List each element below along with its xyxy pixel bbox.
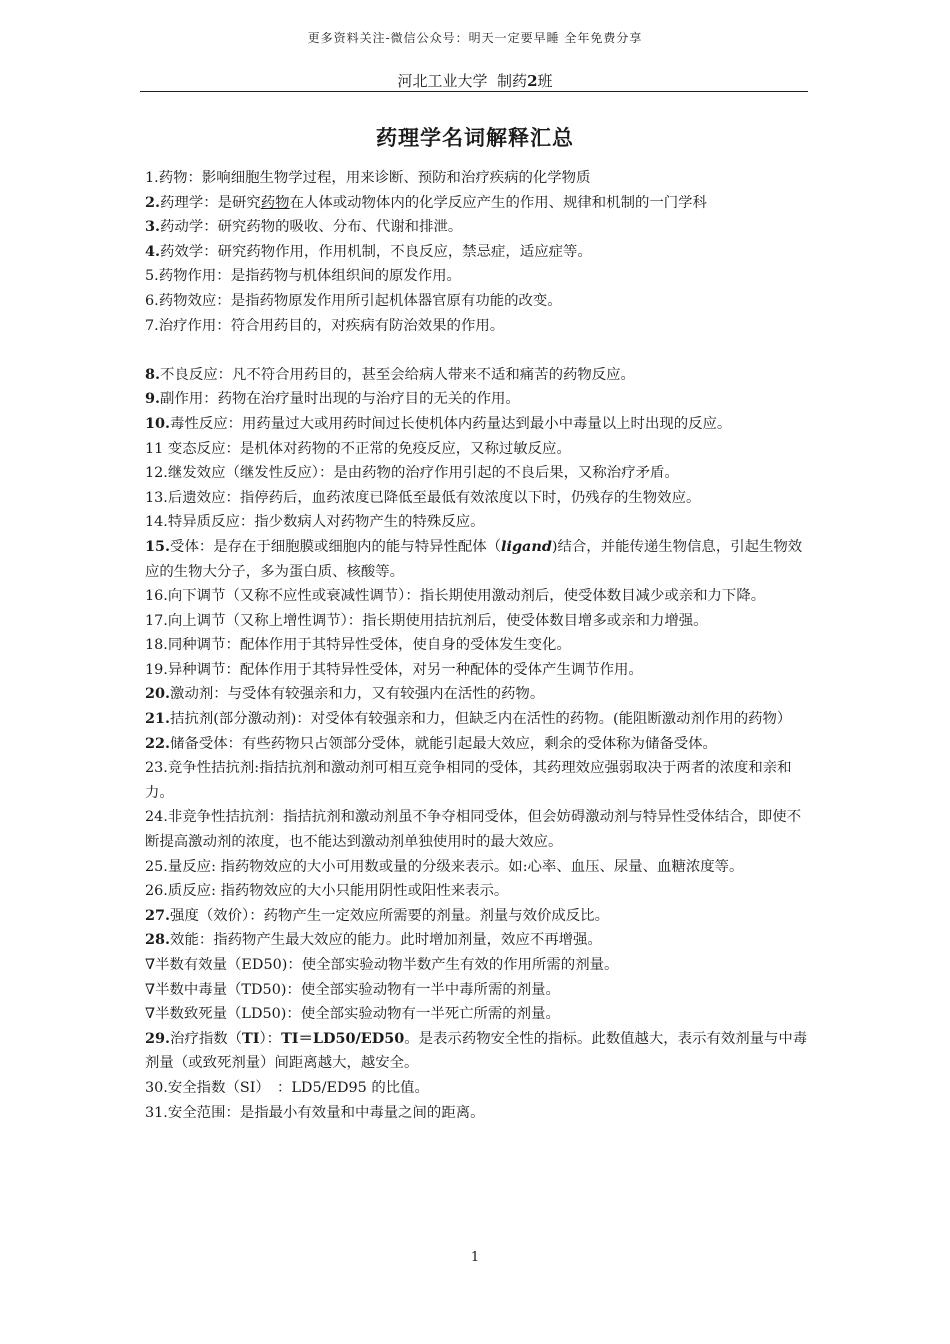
- entry-text: 竞争性拮抗剂:指拮抗剂和激动剂可相互竞争相同的受体，其药理效应强弱取决于两者的浓度和亲和力。: [145, 760, 792, 801]
- entry-number: 14.: [145, 514, 168, 531]
- definition-entry: [145, 756, 815, 805]
- entry-number: 31.: [145, 1104, 168, 1121]
- entry-text: 激动剂：与受体有较强亲和力，又有较强内在活性的药物。: [170, 686, 545, 703]
- triangle-bullet-icon: ∇: [145, 1006, 156, 1023]
- entry-number: 6.: [145, 292, 159, 309]
- entry-number: 10.: [145, 414, 171, 432]
- entry-number: 11: [145, 440, 168, 457]
- header-rule: [140, 91, 808, 92]
- definition-entry: [145, 412, 815, 437]
- entry-text: 继发效应（继发性反应）：是由药物的治疗作用引起的不良后果，又称治疗矛盾。: [167, 465, 679, 482]
- entry-number: 25.: [145, 858, 168, 875]
- definition-entry: [145, 363, 815, 388]
- definition-entry: [145, 658, 815, 683]
- entry-number: 3.: [145, 218, 161, 236]
- entry-text: 。是表示药物安全性的指标。此数值越大，表示有效剂量与中毒剂量（或致死剂量）间距离越大，越安全。: [145, 1030, 808, 1072]
- definition-entry: [145, 978, 815, 1003]
- document-body: [145, 166, 815, 1125]
- entry-text: 在人体或动物体内的化学反应产生的作用、规律和机制的一门学科: [289, 194, 707, 211]
- definition-entry: [145, 510, 815, 535]
- entry-number: 23.: [145, 760, 168, 777]
- entry-number: 8.: [145, 365, 161, 383]
- entry-text: 特异质反应：指少数病人对药物产生的特殊反应。: [167, 514, 485, 531]
- triangle-bullet-icon: ∇: [145, 957, 156, 973]
- header-class-suffix: 班: [537, 72, 553, 90]
- entry-number: 12.: [145, 465, 168, 482]
- entry-text: 副作用：药物在治疗量时出现的与治疗目的无关的作用。: [160, 391, 520, 408]
- definition-entry: [145, 437, 815, 462]
- entry-text: 药效学：研究药物作用，作用机制，不良反应，禁忌症，适应症等。: [160, 243, 592, 260]
- entry-text: 药理学：是研究: [160, 194, 261, 211]
- definition-entry: [145, 707, 815, 732]
- definition-entry: [145, 215, 815, 240]
- definition-entry: [145, 314, 815, 339]
- triangle-bullet-icon: ∇: [145, 981, 156, 998]
- entry-text: 药物效应：是指药物原发作用所引起机体器官原有功能的改变。: [158, 292, 562, 309]
- entry-text: 向下调节（又称不应性或衰减性调节）：指长期使用激动剂后，使受体数目减少或亲和力下降。: [167, 588, 766, 605]
- definition-entry: [145, 191, 815, 216]
- entry-number: 20.: [145, 685, 171, 703]
- entry-number: 22.: [145, 734, 171, 752]
- definition-entry: [145, 387, 815, 412]
- definition-entry: [145, 240, 815, 265]
- entry-number: 30.: [145, 1079, 168, 1096]
- entry-number: 16.: [145, 588, 168, 605]
- entry-text: 治疗指数（: [170, 1030, 243, 1047]
- entry-number: 29.: [145, 1029, 171, 1047]
- entry-number: 26.: [145, 883, 168, 900]
- entry-text-bold: TI: [242, 1029, 260, 1047]
- definition-entry: [145, 855, 815, 880]
- definition-entry: [145, 264, 815, 289]
- entry-text: ）：: [259, 1030, 282, 1047]
- definition-entry: [145, 904, 815, 929]
- entry-text-italic: ligand: [501, 537, 552, 555]
- entry-number: 18.: [145, 637, 168, 654]
- entry-number: 24.: [145, 809, 168, 826]
- header-school: 河北工业大学: [397, 72, 488, 90]
- entry-number: 13.: [145, 489, 168, 506]
- entry-text: 效能：指药物产生最大效应的能力。此时增加剂量，效应不再增强。: [170, 932, 602, 949]
- entry-number: 5.: [145, 268, 159, 285]
- definition-entry: [145, 953, 815, 978]
- entry-text-bold: TI＝LD50/ED50: [281, 1029, 405, 1047]
- entry-text: 药动学：研究药物的吸收、分布、代谢和排泄。: [160, 219, 463, 236]
- entry-text: 后遗效应：指停药后，血药浓度已降低至最低有效浓度以下时，仍残存的生物效应。: [167, 489, 701, 506]
- entry-text: 强度（效价）：药物产生一定效应所需要的剂量。剂量与效价成反比。: [170, 907, 609, 924]
- entry-number: 15.: [145, 537, 171, 555]
- page-header: [0, 70, 950, 91]
- entry-text-underlined: 药物: [260, 194, 290, 211]
- entry-number: 9.: [145, 390, 161, 408]
- entry-number: 19.: [145, 661, 168, 678]
- entry-number: 1.: [145, 170, 159, 186]
- definition-entry: [145, 928, 815, 953]
- definition-entry: [145, 166, 815, 191]
- entry-text: 储备受体：有些药物只占领部分受体，就能引起最大效应，剩余的受体称为储备受体。: [170, 735, 717, 752]
- entry-text: 拮抗剂(部分激动剂)：对受体有较强亲和力，但缺乏内在活性的药物。(能阻断激动剂作用的药物）: [170, 711, 792, 728]
- entry-number: 7.: [145, 317, 159, 334]
- definition-entry: [145, 486, 815, 511]
- entry-text: 半数致死量（LD50)：使全部实验动物有一半死亡所需的剂量。: [155, 1006, 560, 1023]
- entry-text: 毒性反应：用药量过大或用药时间过长使机体内药量达到最小中毒量以上时出现的反应。: [170, 415, 732, 432]
- entry-number: 2.: [145, 193, 161, 211]
- entry-text: 半数中毒量（TD50)：使全部实验动物有一半中毒所需的剂量。: [155, 981, 560, 998]
- document-title: 药理学名词解释汇总: [376, 125, 574, 150]
- definition-entry: [145, 1002, 815, 1027]
- entry-text: 变态反应：是机体对药物的不正常的免疫反应，又称过敏反应。: [167, 440, 571, 457]
- entry-number: 28.: [145, 931, 171, 949]
- entry-text: 半数有效量（ED50)：使全部实验动物半数产生有效的作用所需的剂量。: [155, 957, 619, 973]
- definition-entry: [145, 682, 815, 707]
- definition-entry: [145, 289, 815, 314]
- definition-entry: [145, 609, 815, 634]
- definition-entry: [145, 1101, 815, 1126]
- entry-number: 17.: [145, 612, 168, 629]
- entry-text: 不良反应：凡不符合用药目的，甚至会给病人带来不适和痛苦的药物反应。: [160, 366, 635, 383]
- entry-text: 质反应: 指药物效应的大小只能用阴性或阳性来表示。: [167, 883, 509, 900]
- definition-entry: [145, 535, 815, 584]
- definition-entry: [145, 584, 815, 609]
- definition-entry: [145, 1076, 815, 1101]
- definition-entry: [145, 732, 815, 757]
- page-number: 1: [470, 1250, 480, 1265]
- entry-text: )结合，并能传递生物信息，引起生物效应的生物大分子，多为蛋白质、核酸等。: [145, 538, 803, 580]
- entry-text: 异种调节：配体作用于其特异性受体，对另一种配体的受体产生调节作用。: [167, 661, 643, 678]
- top-banner: 更多资料关注-微信公众号：明天一定要早睡 全年免费分享: [307, 31, 643, 45]
- entry-text: 受体：是存在于细胞膜或细胞内的能与特异性配体（: [170, 538, 502, 555]
- entry-number: 27.: [145, 906, 171, 924]
- entry-number: 4.: [145, 242, 161, 260]
- entry-text: 向上调节（又称上增性调节）：指长期使用拮抗剂后，使受体数目增多或亲和力增强。: [167, 612, 708, 629]
- entry-number: 21.: [145, 710, 171, 728]
- definition-entry: [145, 633, 815, 658]
- definition-entry: [145, 461, 815, 486]
- entry-text: 安全范围：是指最小有效量和中毒量之间的距离。: [167, 1104, 485, 1121]
- entry-text: 安全指数（SI） ：LD5/ED95 的比值。: [167, 1079, 429, 1096]
- entry-text: 药物作用：是指药物与机体组织间的原发作用。: [158, 268, 461, 285]
- entry-text: 治疗作用：符合用药目的，对疾病有防治效果的作用。: [158, 317, 505, 334]
- entry-text: 量反应: 指药物效应的大小可用数或量的分级来表示。如:心率、血压、尿量、血糖浓度等。: [167, 858, 744, 875]
- entry-text: 药物：影响细胞生物学过程，用来诊断、预防和治疗疾病的化学物质: [158, 170, 591, 186]
- definition-entry: [145, 805, 815, 854]
- header-class-num: 2: [527, 72, 538, 90]
- definition-entry: [145, 1027, 815, 1076]
- header-class-prefix: 制药: [497, 72, 528, 90]
- entry-text: 同种调节：配体作用于其特异性受体，使自身的受体发生变化。: [167, 637, 571, 654]
- definition-entry: [145, 879, 815, 904]
- entry-text: 非竞争性拮抗剂：指拮抗剂和激动剂虽不争夺相同受体，但会妨碍激动剂与特异性受体结合，即使不断提高激动剂的浓度，也不能达到激动剂单独使用时的最大效应。: [145, 809, 802, 851]
